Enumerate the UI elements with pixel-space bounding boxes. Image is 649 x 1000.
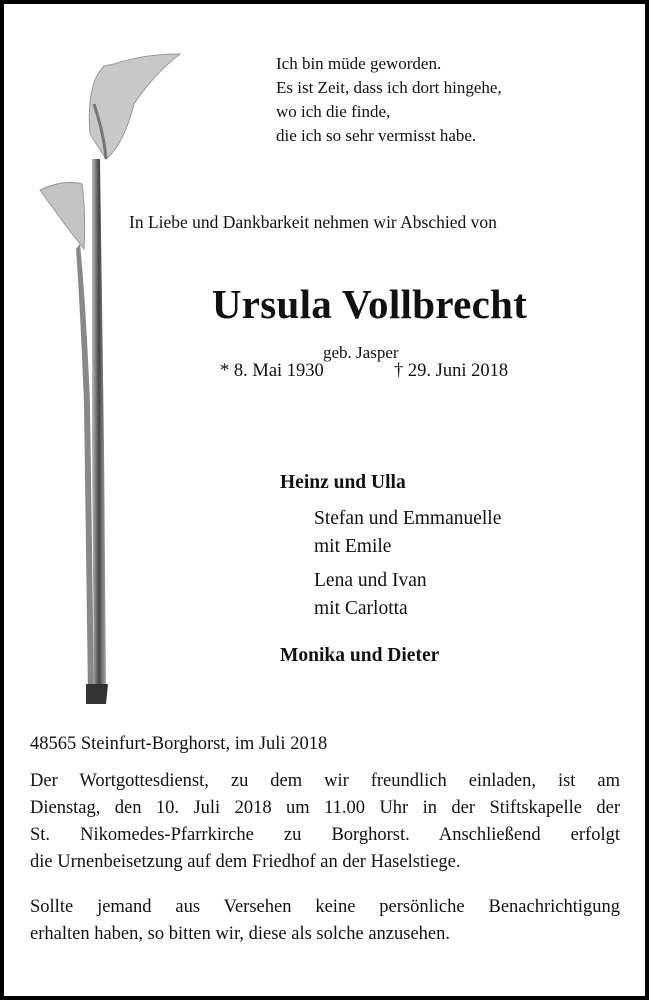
service-line: St. Nikomedes-Pfarrkirche zu Borghorst. Anschließend erfolgt (30, 825, 620, 845)
poem-line: wo ich die finde, (276, 102, 391, 121)
family-member: Lena und Ivan (314, 570, 427, 591)
place-date: 48565 Steinfurt-Borghorst, im Juli 2018 (30, 734, 328, 754)
family-member: mit Carlotta (314, 598, 408, 619)
service-line: Der Wortgottesdienst, zu dem wir freundlich einladen, ist am (30, 771, 620, 791)
family-member: Stefan und Emmanuelle (314, 508, 502, 529)
poem (276, 52, 502, 148)
poem-line: Ich bin müde geworden. (276, 54, 442, 73)
note-line: Sollte jemand aus Versehen keine persönliche Benachrichtigung (30, 897, 620, 917)
death-date: † 29. Juni 2018 (394, 361, 509, 381)
calla-lily-image (34, 44, 194, 714)
service-line: die Urnenbeisetzung auf dem Friedhof an der Haselstiege. (30, 852, 461, 872)
birth-date: * 8. Mai 1930 (220, 361, 324, 381)
family-group-1: Heinz und Ulla (280, 472, 406, 493)
family-member: mit Emile (314, 536, 392, 557)
intro-text: In Liebe und Dankbarkeit nehmen wir Abschied von (129, 212, 497, 232)
poem-line: Es ist Zeit, dass ich dort hingehe, (276, 78, 502, 97)
family-group-2: Monika und Dieter (280, 645, 440, 666)
note-line: erhalten haben, so bitten wir, diese als solche anzusehen. (30, 924, 450, 944)
poem-line: die ich so sehr vermisst habe. (276, 126, 477, 145)
birth-name: geb. Jasper (323, 343, 399, 362)
service-line: Dienstag, den 10. Juli 2018 um 11.00 Uhr in der Stiftskapelle der (30, 798, 620, 818)
deceased-name: Ursula Vollbrecht (211, 281, 528, 327)
